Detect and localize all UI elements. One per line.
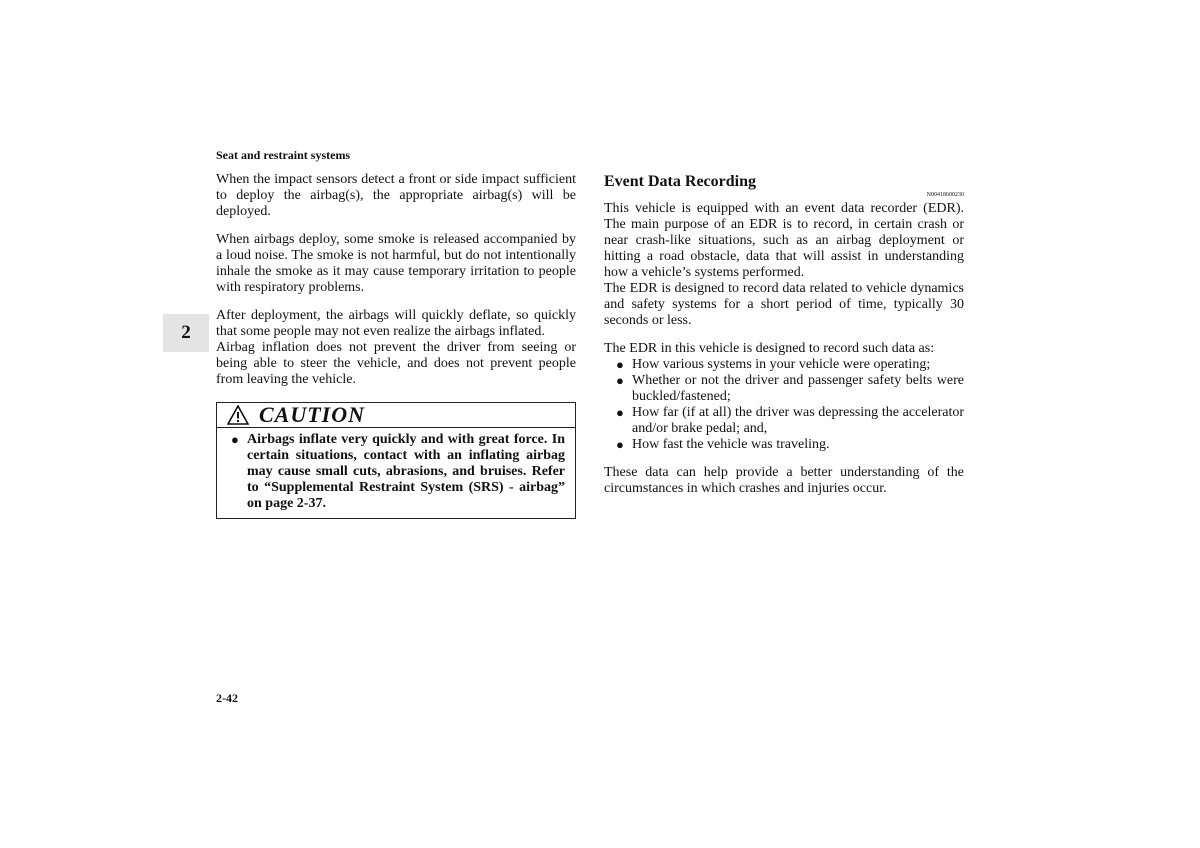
paragraph: Airbag inflation does not prevent the driver from seeing or being able to steer the vehicle, and does not prevent people from leaving the vehicle. bbox=[216, 340, 576, 387]
paragraph: The EDR in this vehicle is designed to record such data as: bbox=[604, 341, 935, 356]
section-heading: Event Data Recording bbox=[604, 173, 756, 190]
data-list bbox=[604, 357, 964, 453]
caution-box bbox=[216, 402, 576, 519]
reference-code: N00418600230 bbox=[926, 192, 964, 198]
caution-title: CAUTION bbox=[259, 402, 366, 427]
caution-item bbox=[217, 428, 575, 518]
section-header: Seat and restraint systems bbox=[216, 148, 351, 162]
chapter-tab: 2 bbox=[163, 314, 209, 352]
list-item-text: How various systems in your vehicle were operating; bbox=[632, 357, 931, 372]
paragraph: These data can help provide a better understanding of the circumstances in which crashes and injuries occur. bbox=[604, 465, 964, 496]
list-item bbox=[604, 373, 964, 405]
warning-triangle-icon bbox=[227, 405, 249, 425]
list-item bbox=[604, 357, 964, 373]
list-item-text: How far (if at all) the driver was depressing the accelerator and/or brake pedal; and, bbox=[632, 405, 964, 436]
bullet-icon: ● bbox=[616, 437, 624, 452]
caution-header bbox=[217, 403, 575, 428]
bullet-icon: ● bbox=[616, 373, 624, 388]
paragraph: This vehicle is equipped with an event data recorder (EDR). The main purpose of an EDR is to record, in certain crash or near crash-like situations, such as an airbag deployment or hitting a road obstacle, data that will assist in understanding how a vehicle’s systems performed. bbox=[604, 201, 964, 280]
list-item bbox=[604, 437, 964, 453]
paragraph: The EDR is designed to record data related to vehicle dynamics and safety systems for a short period of time, typically 30 seconds or less. bbox=[604, 281, 964, 328]
bullet-icon: ● bbox=[231, 432, 239, 447]
paragraph: When the impact sensors detect a front or side impact sufficient to deploy the airbag(s), the appropriate airbag(s) will be deployed. bbox=[216, 172, 576, 219]
paragraph: After deployment, the airbags will quickly deflate, so quickly that some people may not even realize the airbags inflated. bbox=[216, 308, 576, 339]
left-column bbox=[216, 172, 576, 519]
list-item-text: Whether or not the driver and passenger safety belts were buckled/fastened; bbox=[632, 373, 964, 404]
caution-text: Airbags inflate very quickly and with great force. In certain situations, contact with an inflating airbag may cause small cuts, abrasions, and bruises. Refer to “Supplemental Restraint System (SRS) - airbag” on page 2-37. bbox=[247, 432, 565, 511]
paragraph: When airbags deploy, some smoke is released accompanied by a loud noise. The smoke is not harmful, but do not intentionally inhale the smoke as it may cause temporary irritation to people with respiratory problems. bbox=[216, 232, 576, 295]
bullet-icon: ● bbox=[616, 405, 624, 420]
page-number: 2-42 bbox=[216, 691, 238, 705]
bullet-icon: ● bbox=[616, 357, 624, 372]
right-column bbox=[604, 172, 964, 509]
list-item bbox=[604, 405, 964, 437]
list-item-text: How fast the vehicle was traveling. bbox=[632, 437, 830, 452]
